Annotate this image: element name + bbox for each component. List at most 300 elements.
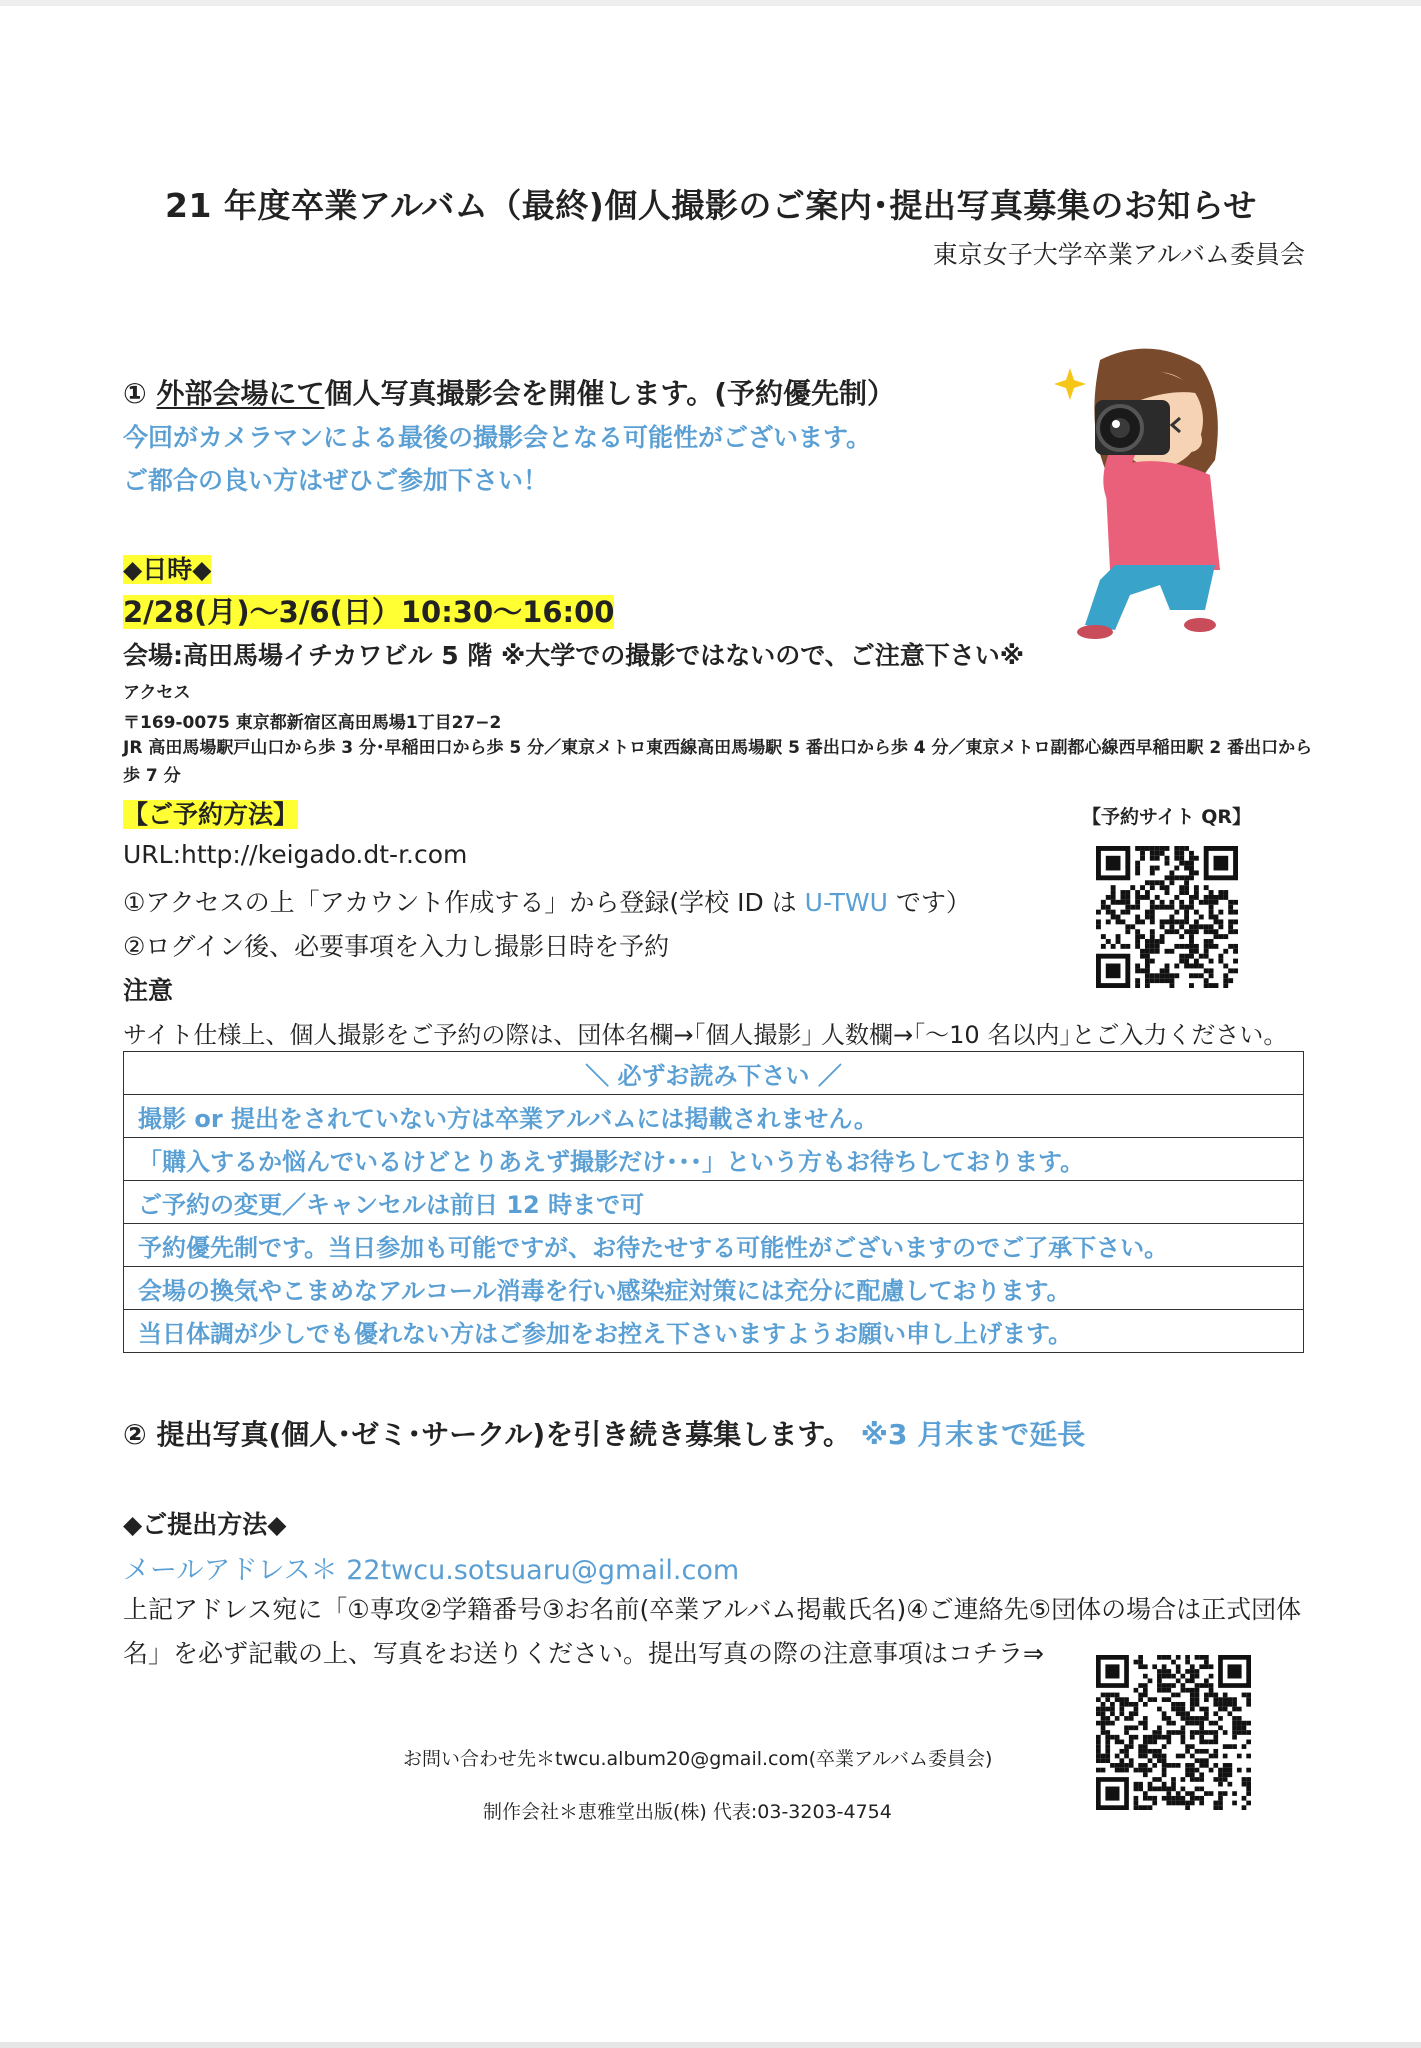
qr-module [1185,1768,1190,1773]
qr-module [1155,856,1160,861]
qr-module [1199,1725,1204,1730]
qr-module [1162,1772,1167,1777]
reservation-qr-code[interactable] [1096,846,1238,988]
qr-module [1185,1711,1190,1716]
qr-module [1179,856,1184,861]
qr-module [1204,1693,1209,1698]
qr-module [1150,949,1155,954]
qr-module [1165,846,1170,851]
page-top-edge [0,0,1421,6]
qr-module [1135,900,1140,905]
qr-module [1150,959,1155,964]
qr-finder-module [1105,1787,1119,1801]
reservation-url[interactable]: URL:http://keigado.dt-r.com [123,840,468,869]
qr-module [1232,1730,1237,1735]
qr-module [1179,885,1184,890]
qr-module [1150,944,1155,949]
qr-module [1165,973,1170,978]
qr-module [1155,973,1160,978]
qr-module [1223,1763,1228,1768]
qr-module [1165,929,1170,934]
qr-module [1204,978,1209,983]
qr-module [1179,905,1184,910]
qr-module [1179,944,1184,949]
qr-module [1162,1758,1167,1763]
qr-module [1214,919,1219,924]
qr-module [1166,1791,1171,1796]
qr-module [1160,934,1165,939]
qr-module [1152,1801,1157,1806]
qr-module [1140,954,1145,959]
qr-module [1185,1678,1190,1683]
qr-module [1223,1744,1228,1749]
qr-module [1209,1754,1214,1759]
qr-finder-module [1228,1664,1242,1678]
qr-module [1134,1787,1139,1792]
qr-module [1143,1805,1148,1810]
qr-module [1138,1664,1143,1669]
qr-module [1124,1754,1129,1759]
qr-module [1135,983,1140,988]
qr-module [1195,1716,1200,1721]
qr-module [1138,1805,1143,1810]
qr-module [1181,1716,1186,1721]
qr-module [1228,919,1233,924]
qr-module [1223,983,1228,988]
qr-module [1135,861,1140,866]
deadline-extension: ※3 月末まで延長 [860,1418,1086,1451]
qr-module [1143,1693,1148,1698]
qr-module [1209,939,1214,944]
qr-module [1184,964,1189,969]
qr-module [1157,1725,1162,1730]
qr-module [1237,1716,1242,1721]
photographer-illustration [1040,340,1240,640]
qr-module [1134,1702,1139,1707]
qr-module [1157,1749,1162,1754]
qr-module [1171,1693,1176,1698]
qr-module [1125,944,1130,949]
qr-module [1228,1702,1233,1707]
qr-module [1169,949,1174,954]
qr-module [1184,846,1189,851]
qr-module [1228,924,1233,929]
qr-module [1209,944,1214,949]
qr-module [1174,973,1179,978]
qr-module [1213,1749,1218,1754]
qr-module [1106,895,1111,900]
qr-module [1096,1749,1101,1754]
qr-module [1101,1754,1106,1759]
qr-module [1125,910,1130,915]
qr-module [1176,1669,1181,1674]
qr-module [1218,1725,1223,1730]
qr-module [1105,1740,1110,1745]
qr-module [1152,1740,1157,1745]
qr-module [1101,1768,1106,1773]
qr-module [1150,939,1155,944]
qr-module [1199,1763,1204,1768]
qr-module [1157,1735,1162,1740]
caution-text: サイト仕様上、個人撮影をご予約の際は、団体名欄→｢個人撮影｣ 人数欄→｢～10 名以内｣とご入力ください。 [123,1021,1288,1049]
qr-module [1166,1683,1171,1688]
qr-module [1143,1683,1148,1688]
qr-module [1174,851,1179,856]
qr-module [1209,1740,1214,1745]
qr-module [1096,1768,1101,1773]
qr-module [1237,1725,1242,1730]
qr-module [1181,1787,1186,1792]
qr-module [1135,866,1140,871]
qr-module [1120,910,1125,915]
qr-module [1184,866,1189,871]
qr-module [1157,1683,1162,1688]
qr-module [1145,846,1150,851]
qr-module [1194,959,1199,964]
qr-module [1143,1702,1148,1707]
qr-module [1120,895,1125,900]
qr-module [1246,1730,1251,1735]
qr-module [1124,1763,1129,1768]
qr-module [1176,1707,1181,1712]
qr-module [1194,890,1199,895]
qr-module [1169,929,1174,934]
qr-module [1213,1805,1218,1810]
qr-module [1111,900,1116,905]
qr-module [1195,1669,1200,1674]
qr-module [1194,929,1199,934]
qr-module [1155,944,1160,949]
submission-notes-qr-code[interactable] [1096,1655,1251,1810]
qr-module [1204,983,1209,988]
qr-module [1176,1730,1181,1735]
qr-module [1115,1735,1120,1740]
qr-module [1214,983,1219,988]
qr-module [1242,1777,1247,1782]
qr-module [1150,915,1155,920]
qr-module [1190,1702,1195,1707]
qr-module [1160,919,1165,924]
qr-module [1233,900,1238,905]
qr-module [1150,978,1155,983]
qr-module [1135,929,1140,934]
qr-module [1138,1763,1143,1768]
qr-module [1242,1796,1247,1801]
qr-module [1209,1791,1214,1796]
qr-module [1152,1796,1157,1801]
qr-module [1143,1725,1148,1730]
qr-module [1228,968,1233,973]
qr-module [1169,983,1174,988]
qr-module [1105,1716,1110,1721]
qr-module [1148,1787,1153,1792]
qr-module [1162,1735,1167,1740]
qr-module [1169,915,1174,920]
qr-module [1190,1697,1195,1702]
qr-module [1138,1721,1143,1726]
qr-module [1165,861,1170,866]
qr-module [1115,1740,1120,1745]
qr-module [1185,1655,1190,1660]
qr-module [1199,924,1204,929]
qr-module [1181,1702,1186,1707]
qr-module [1190,1744,1195,1749]
qr-module [1185,1669,1190,1674]
qr-module [1134,1688,1139,1693]
qr-module [1150,866,1155,871]
qr-module [1246,1740,1251,1745]
qr-module [1143,1740,1148,1745]
qr-module [1162,1655,1167,1660]
notice-row: 予約優先制です。当日参加も可能ですが、お待たせする可能性がございますのでご了承下さい。 [124,1224,1304,1267]
qr-module [1246,1791,1251,1796]
qr-module [1105,1693,1110,1698]
qr-module [1214,929,1219,934]
qr-module [1194,924,1199,929]
qr-module [1189,939,1194,944]
qr-module [1157,1787,1162,1792]
qr-module [1096,1744,1101,1749]
qr-module [1138,1655,1143,1660]
qr-module [1189,934,1194,939]
qr-module [1195,1693,1200,1698]
qr-module [1228,1772,1233,1777]
qr-module [1174,846,1179,851]
qr-module [1204,1730,1209,1735]
qr-module [1096,1735,1101,1740]
qr-module [1124,1730,1129,1735]
qr-module [1194,973,1199,978]
qr-module [1214,934,1219,939]
qr-module [1189,870,1194,875]
qr-module [1110,1721,1115,1726]
qr-module [1138,1693,1143,1698]
reservation-step1: ①アクセスの上「アカウント作成する」から登録(学校 ID は U-TWU です） [123,888,971,917]
qr-module [1213,1702,1218,1707]
qr-module [1169,905,1174,910]
qr-module [1096,924,1101,929]
qr-module [1115,1693,1120,1698]
qr-module [1143,1772,1148,1777]
qr-module [1189,929,1194,934]
qr-module [1152,1787,1157,1792]
qr-module [1223,978,1228,983]
qr-module [1138,1697,1143,1702]
qr-module [1213,1740,1218,1745]
qr-module [1185,1716,1190,1721]
qr-module [1140,968,1145,973]
qr-module [1101,900,1106,905]
qr-module [1160,973,1165,978]
qr-module [1134,1796,1139,1801]
qr-module [1204,1678,1209,1683]
qr-module [1155,846,1160,851]
qr-module [1189,866,1194,871]
qr-module [1124,1702,1129,1707]
qr-module [1195,1758,1200,1763]
notice-table [123,1051,1304,1353]
qr-module [1233,919,1238,924]
qr-module [1213,1763,1218,1768]
qr-module [1110,1693,1115,1698]
qr-module [1176,1791,1181,1796]
qr-module [1115,1763,1120,1768]
qr-module [1209,910,1214,915]
qr-module [1218,895,1223,900]
qr-module [1204,885,1209,890]
qr-module [1195,1777,1200,1782]
qr-module [1209,900,1214,905]
qr-module [1209,1688,1214,1693]
qr-module [1176,1801,1181,1806]
qr-module [1157,1678,1162,1683]
qr-module [1184,885,1189,890]
qr-module [1119,1763,1124,1768]
qr-module [1148,1678,1153,1683]
qr-module [1165,856,1170,861]
qr-module [1138,1782,1143,1787]
qr-module [1150,885,1155,890]
qr-module [1150,900,1155,905]
qr-module [1101,934,1106,939]
qr-module [1162,1782,1167,1787]
reservation-step2: ②ログイン後、必要事項を入力し撮影日時を予約 [123,932,670,961]
qr-module [1174,875,1179,880]
qr-module [1135,915,1140,920]
qr-module [1166,1796,1171,1801]
qr-module [1124,1749,1129,1754]
qr-module [1199,1707,1204,1712]
qr-module [1199,1664,1204,1669]
notice-row: 撮影 or 提出をされていない方は卒業アルバムには掲載されません。 [124,1095,1304,1138]
qr-module [1204,1655,1209,1660]
qr-module [1096,1758,1101,1763]
qr-module [1189,954,1194,959]
qr-module [1165,919,1170,924]
qr-module [1129,1735,1134,1740]
qr-module [1181,1735,1186,1740]
qr-module [1194,910,1199,915]
qr-module [1125,890,1130,895]
qr-module [1138,1749,1143,1754]
qr-module [1169,973,1174,978]
qr-module [1213,1735,1218,1740]
qr-module [1214,900,1219,905]
qr-module [1194,856,1199,861]
qr-module [1135,905,1140,910]
qr-module [1190,1678,1195,1683]
qr-module [1115,1716,1120,1721]
qr-module [1189,875,1194,880]
qr-module [1120,944,1125,949]
qr-module [1143,1754,1148,1759]
qr-module [1160,900,1165,905]
qr-module [1218,919,1223,924]
qr-module [1143,1688,1148,1693]
qr-module [1152,1754,1157,1759]
qr-module [1194,964,1199,969]
qr-module [1204,1660,1209,1665]
section2-number: ② [123,1418,147,1451]
qr-module [1185,1660,1190,1665]
qr-module [1143,1749,1148,1754]
qr-module [1232,1791,1237,1796]
qr-module [1194,895,1199,900]
qr-module [1143,1763,1148,1768]
section1-number: ① [123,377,147,410]
qr-module [1125,895,1130,900]
notice-row: ご予約の変更／キャンセルは前日 12 時まで可 [124,1181,1304,1224]
qr-module [1152,1664,1157,1669]
qr-module [1209,1674,1214,1679]
section1-note-line2: ご都合の良い方はぜひご参加下さい！ [123,466,549,495]
qr-module [1195,1683,1200,1688]
qr-module [1218,1805,1223,1810]
qr-module [1124,1744,1129,1749]
qr-module [1148,1768,1153,1773]
qr-module [1155,895,1160,900]
qr-module [1213,1754,1218,1759]
qr-module [1148,1697,1153,1702]
qr-module [1184,919,1189,924]
qr-module [1204,900,1209,905]
qr-module [1246,1768,1251,1773]
qr-module [1246,1754,1251,1759]
qr-module [1150,929,1155,934]
qr-module [1124,1768,1129,1773]
qr-module [1199,954,1204,959]
qr-module [1232,1697,1237,1702]
qr-module [1110,1702,1115,1707]
qr-module [1155,880,1160,885]
qr-module [1129,1716,1134,1721]
qr-module [1195,1655,1200,1660]
qr-module [1150,880,1155,885]
qr-module [1115,1697,1120,1702]
qr-module [1130,905,1135,910]
qr-module [1195,1702,1200,1707]
qr-module [1232,1702,1237,1707]
qr-module [1185,1721,1190,1726]
qr-module [1171,1787,1176,1792]
qr-module [1204,1758,1209,1763]
qr-module [1124,1725,1129,1730]
submission-email[interactable]: メールアドレス＊ 22twcu.sotsuaru@gmail.com [123,1555,740,1586]
qr-module [1204,1749,1209,1754]
section2-heading: ② 提出写真(個人･ゼミ･サークル)を引き続き募集します。 ※3 月末まで延長 [123,1418,1086,1451]
caution-label: 注意 [123,976,174,1005]
qr-module [1223,895,1228,900]
qr-module [1148,1740,1153,1745]
qr-module [1162,1716,1167,1721]
qr-module [1135,968,1140,973]
qr-module [1155,939,1160,944]
qr-module [1214,944,1219,949]
qr-module [1199,1721,1204,1726]
qr-module [1174,856,1179,861]
qr-module [1185,1801,1190,1806]
qr-module [1218,1697,1223,1702]
qr-module [1194,885,1199,890]
qr-module [1189,856,1194,861]
qr-module [1110,1735,1115,1740]
qr-module [1199,1749,1204,1754]
qr-module [1181,1674,1186,1679]
qr-module [1119,1707,1124,1712]
qr-module [1218,1782,1223,1787]
qr-module [1204,1740,1209,1745]
qr-module [1111,915,1116,920]
